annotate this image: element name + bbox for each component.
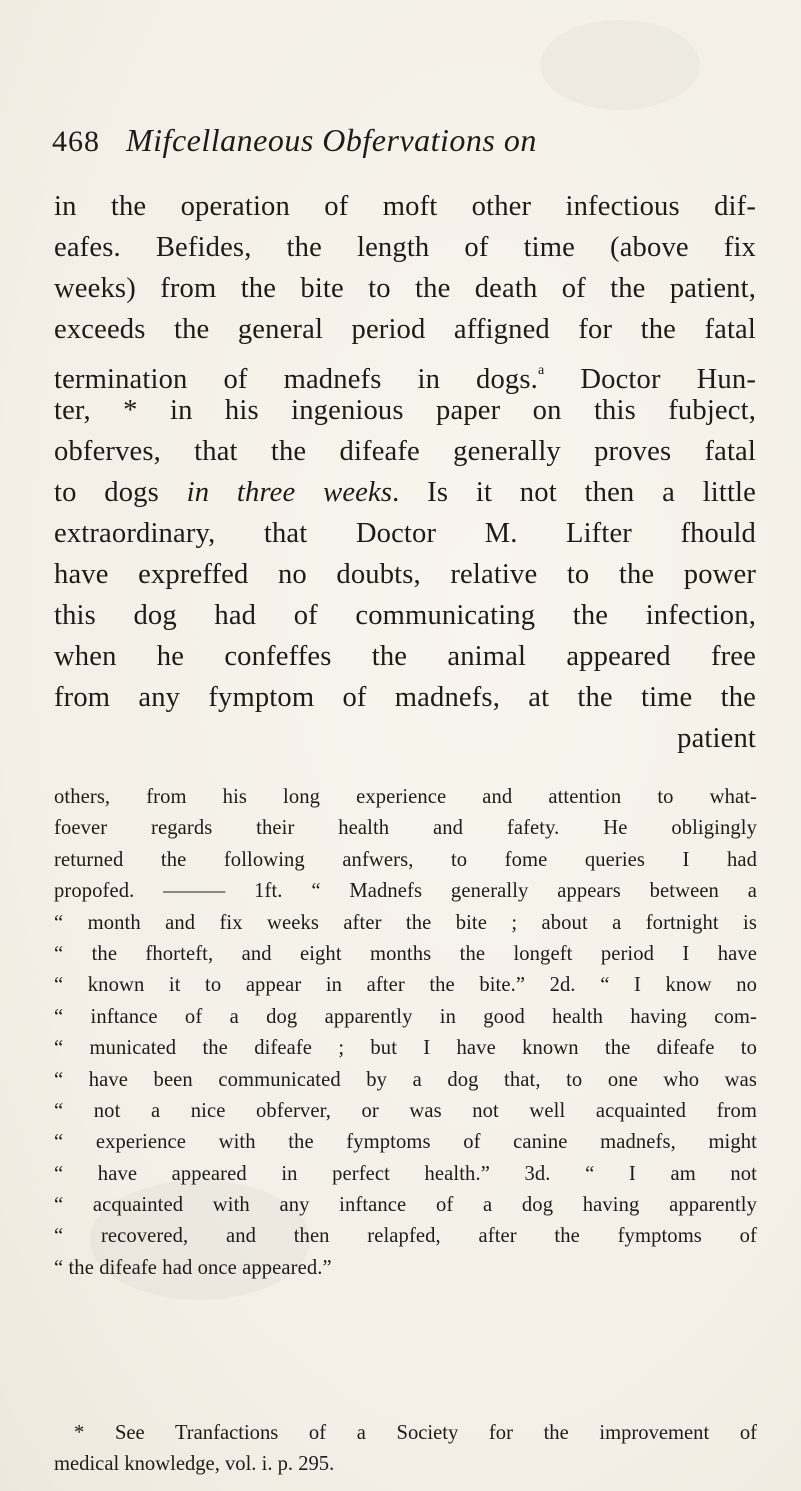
footnote-star-line: medical knowledge, vol. i. p. 295. <box>54 1453 335 1476</box>
catchword: patient <box>677 722 756 754</box>
footnote-line: “ the difeafe had once appeared.” <box>54 1256 332 1279</box>
footnote-line: “ month and fix weeks after the bite ; about a fortnight is <box>54 911 757 934</box>
text-line: when he confeffes the animal appeared free <box>54 640 756 672</box>
footnote-line: propofed. ——— 1ft. “ Madnefs generally appears between a <box>54 880 757 903</box>
text-line: ter, * in his ingenious paper on this fubject, <box>54 395 756 427</box>
text-line <box>54 351 756 395</box>
footnote-line: “ municated the difeafe ; but I have known the difeafe to <box>54 1037 757 1060</box>
text-segment: . Is it not then a little <box>392 477 756 509</box>
footnote-continued <box>54 782 757 1284</box>
text-line: eafes. Befides, the length of time (above fix <box>54 231 756 263</box>
footnote-line: “ have been communicated by a dog that, to one who was <box>54 1068 757 1091</box>
footnote-line: others, from his long experience and attention to what- <box>54 786 757 808</box>
text-segment: Doctor Hun- <box>580 363 756 395</box>
main-text <box>54 187 756 759</box>
text-line <box>54 473 756 514</box>
footnote-line: “ recovered, and then relapfed, after the fymptoms of <box>54 1225 757 1248</box>
paper-stain <box>540 20 700 110</box>
footnote-line: “ not a nice obferver, or was not well acquainted from <box>54 1099 757 1122</box>
footnote-star-line: * See Tranfactions of a Society for the improvement of <box>74 1422 757 1444</box>
text-line: exceeds the general period affigned for the fatal <box>54 313 756 345</box>
footnote-line: “ have appeared in perfect health.” 3d. “ I am not <box>54 1162 757 1185</box>
italic-phrase: in three weeks <box>186 477 393 509</box>
text-line: in the operation of moft other infectious dif- <box>54 191 756 222</box>
footnote-line: returned the following anfwers, to fome queries I had <box>54 848 757 871</box>
footnote-line: foever regards their health and fafety. He obligingly <box>54 817 757 840</box>
running-head <box>52 122 752 162</box>
footnote-star <box>54 1418 757 1481</box>
running-title: Mifcellaneous Obfervations on <box>126 122 537 158</box>
text-line: this dog had of communicating the infection, <box>54 599 756 631</box>
text-line: extraordinary, that Doctor M. Lifter fhould <box>54 518 756 550</box>
text-line: have expreffed no doubts, relative to the power <box>54 559 756 591</box>
text-line: from any fymptom of madnefs, at the time the <box>54 681 756 713</box>
footnote-marker: a <box>537 362 545 378</box>
footnote-line: “ the fhorteft, and eight months the longeft period I have <box>54 942 757 965</box>
page-number: 468 <box>52 125 100 158</box>
footnote-line: “ known it to appear in after the bite.” 2d. “ I know no <box>54 974 757 997</box>
footnote-line: “ inftance of a dog apparently in good health having com- <box>54 1005 757 1028</box>
text-segment: termination of madnefs in dogs. <box>54 363 538 395</box>
text-line: obferves, that the difeafe generally proves fatal <box>54 436 756 468</box>
text-line: weeks) from the bite to the death of the patient, <box>54 272 756 304</box>
footnote-line: “ experience with the fymptoms of canine madnefs, might <box>54 1131 757 1154</box>
text-segment: to dogs <box>54 477 187 509</box>
footnote-line: “ acquainted with any inftance of a dog having apparently <box>54 1194 757 1217</box>
